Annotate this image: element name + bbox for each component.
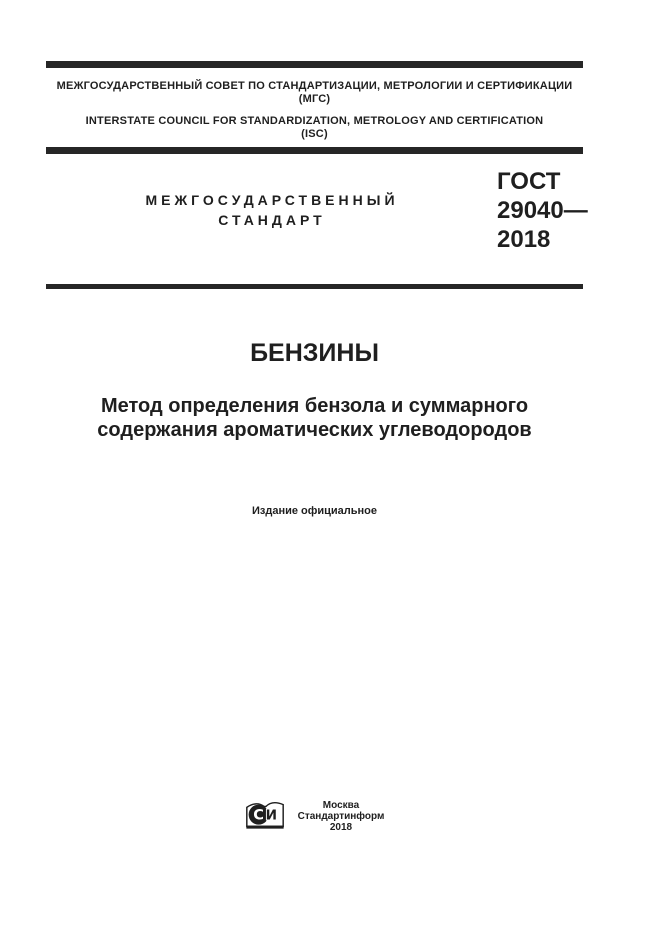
standard-designation [497,167,597,254]
standard-type-line1: МЕЖГОСУДАРСТВЕННЫЙ [145,192,399,208]
council-abbr-en: (ISC) [301,128,328,140]
document-subtitle-line1: Метод определения бензола и суммарного [100,395,529,417]
horizontal-rule-top [46,61,583,68]
horizontal-rule-middle [46,147,583,154]
svg-text:И: И [265,807,277,824]
council-name-ru: МЕЖГОСУДАРСТВЕННЫЙ СОВЕТ ПО СТАНДАРТИЗАЦИИ, МЕТРОЛОГИИ И СЕРТИФИКАЦИИ [56,80,573,92]
imprint-publisher: Стандартинформ [297,810,385,822]
standartinform-logo-icon [245,799,285,833]
standard-type-label [46,190,498,230]
designation-year: 2018 [497,226,551,253]
council-abbr-ru: (МГС) [298,93,331,105]
horizontal-rule-title [46,284,583,289]
designation-number: 29040— [497,197,588,224]
imprint-city: Москва [322,799,360,811]
council-name-en: INTERSTATE COUNCIL FOR STANDARDIZATION, METROLOGY AND CERTIFICATION [85,115,544,127]
document-subtitle [46,394,583,442]
svg-text:С: С [252,807,264,824]
document-subtitle-line2: содержания ароматических углеводородов [97,419,532,441]
standard-type-line2: СТАНДАРТ [218,212,326,228]
issuing-body-header [46,80,583,141]
imprint-text [298,800,385,833]
edition-note: Издание официальное [251,505,378,517]
designation-word: ГОСТ [497,168,561,195]
imprint [46,799,583,833]
document-title: БЕНЗИНЫ [250,339,379,367]
imprint-year: 2018 [329,821,353,833]
